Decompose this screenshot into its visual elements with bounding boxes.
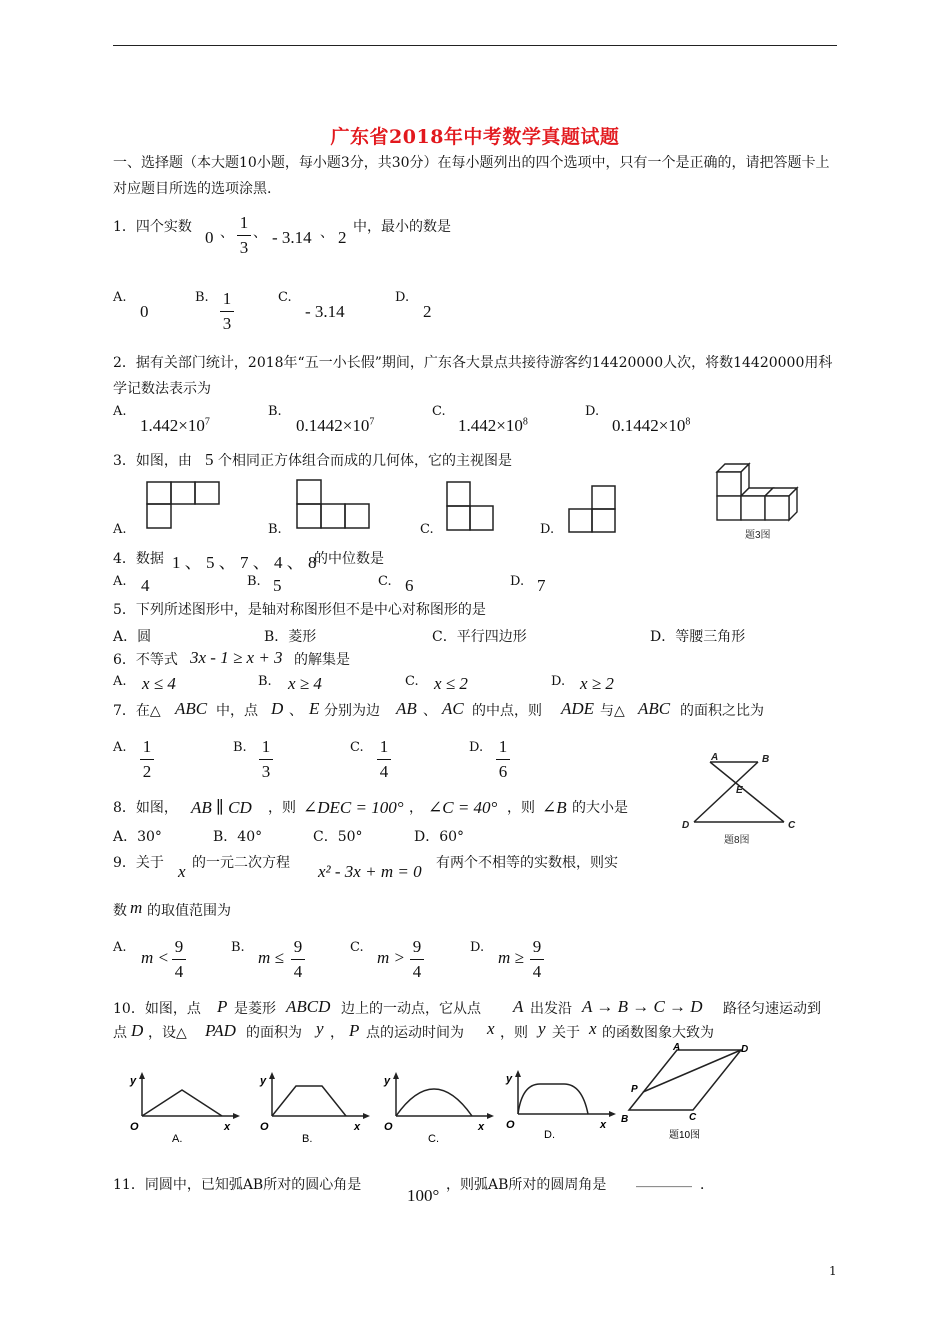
q10-graph-b-x: x: [354, 1121, 361, 1133]
q3-option-d-label: D.: [540, 522, 555, 537]
q3-option-b-label: B.: [268, 522, 282, 537]
q9-option-d-label: D.: [470, 940, 485, 955]
q9-t2: 的一元二次方程: [192, 855, 290, 871]
q1-prefix: 1．四个实数: [113, 219, 192, 235]
q2-option-d-exp: 8: [685, 416, 691, 428]
q6-option-b: x ≥ 4: [288, 674, 322, 693]
q7-abc: ABC: [175, 699, 208, 718]
q6-option-a-label: A.: [113, 674, 127, 689]
header-rule: [113, 45, 837, 46]
q7-d: D: [271, 699, 284, 718]
q8-angle-b: ∠B: [542, 798, 567, 817]
q1-v0: 0: [205, 228, 214, 247]
q7-option-c-den: 4: [379, 762, 389, 781]
q10-graph-a-x: x: [224, 1121, 231, 1133]
q2-option-d-base: 0.1442×10: [612, 416, 686, 435]
q1-option-b-num: 1: [222, 289, 232, 308]
q10-t4: 出发沿: [530, 1001, 572, 1017]
q4-option-b: 5: [273, 576, 282, 595]
q4-option-b-label: B.: [247, 574, 261, 589]
q8-option-b: B．40°: [213, 829, 263, 845]
q10-graph-c-x: x: [478, 1121, 485, 1133]
q3-option-c-figure: [445, 480, 497, 532]
q10-l2a: 点: [113, 1025, 127, 1041]
q10-graph-a-origin: O: [130, 1121, 139, 1133]
q10-y2: y: [538, 1019, 546, 1038]
q1-option-b-label: B.: [195, 290, 209, 305]
q8-point-e: E: [736, 785, 743, 796]
q7-ade: ADE: [561, 699, 595, 718]
q2-option-a-base: 1.442×10: [140, 416, 205, 435]
q10-graph-b-label: B.: [302, 1133, 313, 1145]
q10-a: A: [513, 997, 524, 1016]
q7-option-c-num: 1: [379, 737, 389, 756]
q10-graph-b-y: y: [260, 1075, 267, 1087]
q10-graph-a-label: A.: [172, 1133, 183, 1145]
q10-graph-c-origin: O: [384, 1121, 393, 1133]
q9-option-b-num: 9: [293, 937, 303, 956]
q10-graph-c-y: y: [384, 1075, 391, 1087]
q8-figure: [678, 748, 808, 848]
page-title: 广东省2018年中考数学真题试题: [330, 126, 620, 148]
q7-option-c: [377, 736, 391, 783]
q10-l2f: ，则: [500, 1025, 528, 1041]
q6-prefix: 6．不等式: [113, 652, 178, 668]
q10-y: y: [316, 1019, 324, 1038]
q9-x: x: [178, 862, 186, 881]
q9-option-c-label: C.: [350, 940, 364, 955]
q10-graph-b-origin: O: [260, 1121, 269, 1133]
q2-option-c: [458, 416, 528, 436]
q10-graph-d-label: D.: [544, 1129, 555, 1141]
q1-option-b: [220, 288, 234, 335]
q9-option-b-frac: [291, 936, 305, 983]
q2-option-b-label: B.: [268, 404, 282, 419]
question-2: 2．据有关部门统计，2018年“五一小长假”期间，广东各大景点共接待游客约14420000人次，将数14420000用科学记数法表示为: [113, 355, 833, 397]
q6-option-b-label: B.: [258, 674, 272, 689]
q10-p: P: [217, 997, 228, 1016]
q7-t5: 、: [423, 703, 437, 719]
q3-suffix: 个相同正方体组合而成的几何体，它的主视图是: [218, 453, 512, 469]
section-instructions: 一、选择题（本大题10小题，每小题3分，共30分）在每小题列出的四个选项中，只有一个是正确的，请把答题卡上对应题目所选的选项涂黑.: [113, 155, 830, 197]
q10-l2h: 的函数图象大致为: [602, 1025, 714, 1041]
q6-option-d-label: D.: [551, 674, 566, 689]
q7-option-b-label: B.: [233, 740, 247, 755]
q9-equation: x² - 3x + m = 0: [318, 862, 422, 881]
q5-option-b: B．菱形: [264, 629, 317, 645]
q9-option-c-frac: [410, 936, 424, 983]
q10-graph-d-origin: O: [506, 1119, 515, 1131]
q2-option-b: [296, 416, 374, 436]
q8-angle-c: ∠C = 40°: [428, 798, 498, 817]
q7-t4: 分别为边: [324, 703, 380, 719]
q9-option-d: m ≥: [498, 948, 524, 967]
q10-l2b: ，设△: [148, 1025, 187, 1041]
q10-graph-c-label: C.: [428, 1133, 439, 1145]
q5-option-c: C．平行四边形: [432, 629, 527, 645]
q7-option-d: [496, 736, 510, 783]
q6-expr: 3x - 1 ≥ x + 3: [190, 648, 283, 667]
q9-line2a: 数: [113, 903, 127, 919]
q3-prefix: 3．如图，由: [113, 453, 192, 469]
q7-option-b-den: 3: [261, 762, 271, 781]
q7-option-b: [259, 736, 273, 783]
q4-option-c: 6: [405, 576, 414, 595]
q9-option-a-den: 4: [174, 962, 184, 981]
q11-t2: ，则弧AB所对的圆周角是: [446, 1177, 607, 1193]
q10-l2g: 关于: [552, 1025, 580, 1041]
q10-abcd: ABCD: [286, 997, 331, 1016]
q1-fraction: [237, 212, 251, 259]
q7-e: E: [309, 699, 320, 718]
q9-option-d-frac: [530, 936, 544, 983]
q7-t2: 中，点: [216, 703, 258, 719]
q1-option-a-label: A.: [113, 290, 127, 305]
q9-option-c-num: 9: [412, 937, 422, 956]
q7-t7: 与△: [600, 703, 625, 719]
q1-option-d: 2: [423, 302, 432, 321]
q4-suffix: 的中位数是: [314, 551, 384, 567]
q1-sep2: 、: [253, 225, 267, 241]
q8-point-b: B: [762, 754, 770, 765]
q4-prefix: 4．数据: [113, 551, 164, 567]
q10-graph-d-y: y: [506, 1073, 513, 1085]
q4-data: 1 、 5 、 7 、 4 、 8: [172, 553, 317, 572]
q1-fraction-num: 1: [239, 213, 249, 232]
q8-point-a: A: [711, 752, 719, 763]
q10-t2: 是菱形: [234, 1001, 276, 1017]
q1-option-d-label: D.: [395, 290, 410, 305]
q8-parallel: AB ∥ CD: [191, 798, 252, 817]
q3-option-d-figure: [567, 484, 619, 534]
q10-figure-caption: 题10图: [669, 1130, 701, 1141]
q2-option-b-base: 0.1442×10: [296, 416, 370, 435]
q7-option-a-den: 2: [142, 762, 152, 781]
q2-option-c-base: 1.442×10: [458, 416, 523, 435]
q1-option-c: - 3.14: [305, 302, 345, 321]
q4-option-a: 4: [141, 576, 150, 595]
q10-graph-a: [124, 1068, 242, 1148]
q3-figure-caption: 题3图: [745, 530, 771, 541]
q7-option-d-num: 1: [498, 737, 508, 756]
q10-vertex-p: P: [631, 1084, 638, 1095]
q10-graph-a-y: y: [130, 1075, 137, 1087]
q8-t3: ，: [409, 800, 423, 816]
q10-d: D: [131, 1021, 144, 1040]
q10-graph-d-x: x: [600, 1119, 607, 1131]
q11-angle: 100°: [407, 1186, 440, 1205]
q8-option-c: C．50°: [313, 829, 363, 845]
q7-ac: AC: [442, 699, 464, 718]
q8-point-c: C: [788, 820, 796, 831]
q9-option-c: m >: [377, 948, 405, 967]
q3-n: 5: [205, 450, 214, 469]
q10-vertex-a: A: [673, 1042, 681, 1053]
q2-option-a-exp: 7: [204, 416, 210, 428]
q9-option-b-den: 4: [293, 962, 303, 981]
q1-v3: - 3.14: [272, 228, 312, 247]
q10-t5: 路径匀速运动到: [723, 1001, 821, 1017]
q9-option-c-den: 4: [412, 962, 422, 981]
q9-option-a-label: A.: [113, 940, 127, 955]
q8-t4: ，则: [507, 800, 535, 816]
q1-sep3: 、: [320, 225, 334, 241]
q10-graph-b: [254, 1068, 372, 1148]
q10-t1: 10．如图，点: [113, 1001, 201, 1017]
q5-option-a: A．圆: [113, 629, 152, 645]
q10-x2: x: [589, 1019, 597, 1038]
q11-answer-blank[interactable]: ________: [636, 1172, 692, 1188]
q10-l2e: 点的运动时间为: [366, 1025, 464, 1041]
q10-pad: PAD: [205, 1021, 236, 1040]
q9-option-b: m ≤: [258, 948, 284, 967]
q3-option-c-label: C.: [420, 522, 434, 537]
q2-option-c-label: C.: [432, 404, 446, 419]
q10-path: A → B → C → D: [582, 997, 703, 1016]
q8-angle-dec: ∠DEC = 100°: [303, 798, 404, 817]
q11-t3: ．: [700, 1177, 714, 1193]
q7-option-d-den: 6: [498, 762, 508, 781]
q8-figure-caption: 题8图: [724, 835, 750, 846]
q8-option-a: A．30°: [113, 829, 162, 845]
q10-x: x: [487, 1019, 495, 1038]
q7-option-a: [140, 736, 154, 783]
q4-option-d: 7: [537, 576, 546, 595]
q4-option-a-label: A.: [113, 574, 127, 589]
q7-option-b-num: 1: [261, 737, 271, 756]
q7-t6: 的中点，则: [472, 703, 542, 719]
q7-ab: AB: [396, 699, 417, 718]
q9-line2b: 的取值范围为: [147, 903, 231, 919]
q10-vertex-b: B: [621, 1114, 629, 1125]
q1-fraction-den: 3: [239, 238, 249, 257]
q3-option-a-label: A.: [113, 522, 127, 537]
q10-l2c: 的面积为: [246, 1025, 302, 1041]
q2-option-b-exp: 7: [369, 416, 375, 428]
q10-t3: 边上的一动点，它从点: [341, 1001, 481, 1017]
q1-option-b-den: 3: [222, 314, 232, 333]
q10-figure-rhombus: [617, 1040, 777, 1150]
q2-option-d-label: D.: [585, 404, 600, 419]
q8-t2: ，则: [268, 800, 296, 816]
q8-option-d: D．60°: [414, 829, 465, 845]
q10-l2d: ，: [330, 1025, 344, 1041]
q10-vertex-c: C: [689, 1112, 697, 1123]
q7-option-d-label: D.: [469, 740, 484, 755]
q9-option-d-num: 9: [532, 937, 542, 956]
q7-option-c-label: C.: [350, 740, 364, 755]
q6-option-a: x ≤ 4: [142, 674, 176, 693]
q9-option-a-frac: [172, 936, 186, 983]
q2-option-d: [612, 416, 690, 436]
q9-t3: 有两个不相等的实数根，则实: [436, 855, 618, 871]
q10-vertex-d: D: [741, 1044, 749, 1055]
q3-option-a-figure: [145, 480, 223, 530]
q4-option-c-label: C.: [378, 574, 392, 589]
q2-option-a-label: A.: [113, 404, 127, 419]
page-number: 1: [829, 1264, 837, 1278]
q1-sep1: 、: [220, 225, 234, 241]
q2-option-a: [140, 416, 210, 436]
q6-suffix: 的解集是: [294, 652, 350, 668]
q9-option-d-den: 4: [532, 962, 542, 981]
q6-option-c-label: C.: [405, 674, 419, 689]
q7-t8: 的面积之比为: [680, 703, 764, 719]
q7-abc2: ABC: [638, 699, 671, 718]
q8-point-d: D: [682, 820, 690, 831]
q10-graph-d: [500, 1066, 618, 1146]
q7-option-a-num: 1: [142, 737, 152, 756]
q7-t3: 、: [289, 703, 303, 719]
q8-t1: 8．如图，: [113, 800, 178, 816]
q3-option-b-figure: [295, 478, 375, 530]
q1-v4: 2: [338, 228, 347, 247]
q1-option-c-label: C.: [278, 290, 292, 305]
q10-graph-c: [378, 1068, 496, 1148]
q3-figure-cubes: [705, 458, 805, 544]
q10-p2: P: [349, 1021, 360, 1040]
q9-t1: 9．关于: [113, 855, 164, 871]
q5-option-d: D．等腰三角形: [650, 629, 746, 645]
q7-option-a-label: A.: [113, 740, 127, 755]
q6-option-d: x ≥ 2: [580, 674, 614, 693]
q6-option-c: x ≤ 2: [434, 674, 468, 693]
q11-t1: 11．同圆中，已知弧AB所对的圆心角是: [113, 1177, 362, 1193]
q7-t1: 7．在△: [113, 703, 161, 719]
q2-option-c-exp: 8: [522, 416, 528, 428]
q1-suffix: 中，最小的数是: [353, 219, 451, 235]
q9-m: m: [130, 898, 143, 917]
q9-option-b-label: B.: [231, 940, 245, 955]
q4-option-d-label: D.: [510, 574, 525, 589]
q8-t5: 的大小是: [572, 800, 628, 816]
q9-option-a: m <: [141, 948, 169, 967]
q9-option-a-num: 9: [174, 937, 184, 956]
q1-option-a: 0: [140, 302, 149, 321]
q5-text: 5．下列所述图形中，是轴对称图形但不是中心对称图形的是: [113, 602, 486, 618]
